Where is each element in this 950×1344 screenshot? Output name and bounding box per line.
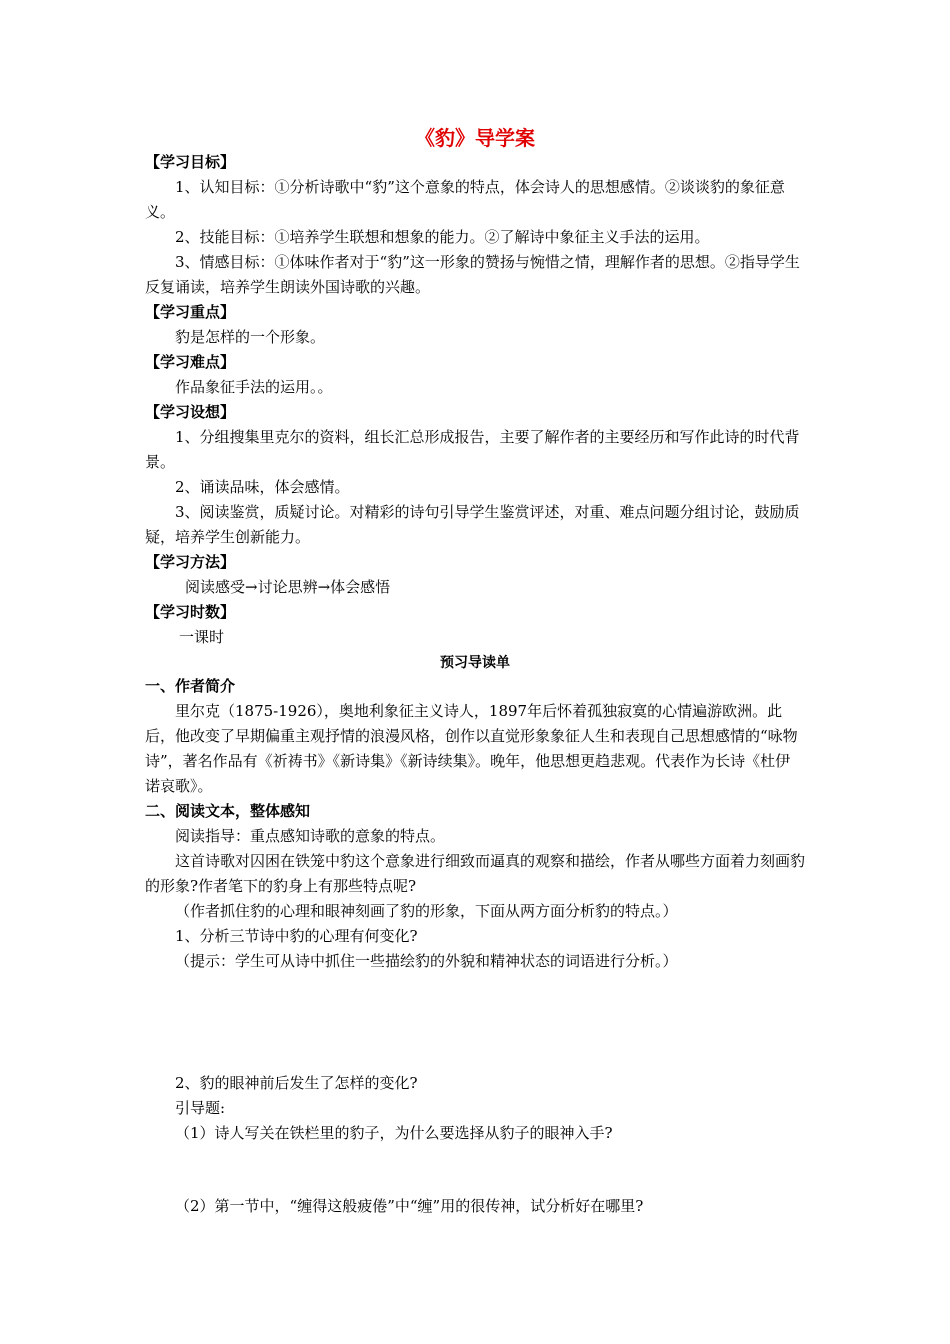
author-heading: 一、作者简介 — [145, 677, 236, 695]
question-2: 2、豹的眼神前后发生了怎样的变化? — [175, 1074, 418, 1092]
goal-item-2: 2、技能目标：①培养学生联想和想象的能力。②了解诗中象征主义手法的运用。 — [175, 228, 710, 246]
goals-section — [145, 150, 805, 650]
hours-heading: 【学习时数】 — [145, 603, 236, 621]
method-text: 阅读感受→讨论思辨→体会感悟 — [185, 578, 391, 596]
question-2b: （2）第一节中，“缠得这般疲倦”中“缠”用的很传神，试分析好在哪里? — [175, 1197, 644, 1215]
plan-item-2: 2、诵读品味，体会感情。 — [175, 478, 350, 496]
author-section — [145, 674, 805, 974]
difficulty-heading: 【学习难点】 — [145, 353, 236, 371]
goal-item-3: 3、情感目标：①体味作者对于“豹”这一形象的赞扬与惋惜之情，理解作者的思想。②指导学生反复诵读，培养学生朗读外国诗歌的兴趣。 — [145, 253, 800, 296]
plan-item-1: 1、分组搜集里克尔的资料，组长汇总形成报告，主要了解作者的主要经历和写作此诗的时代背景。 — [145, 428, 800, 471]
reading-heading: 二、阅读文本，整体感知 — [145, 802, 311, 820]
question-2b-section — [145, 1194, 805, 1219]
difficulty-text: 作品象征手法的运用。。 — [175, 378, 333, 396]
method-heading: 【学习方法】 — [145, 553, 236, 571]
key-heading: 【学习重点】 — [145, 303, 236, 321]
reading-para-2: （作者抓住豹的心理和眼神刻画了豹的形象，下面从两方面分析豹的特点。） — [175, 902, 678, 920]
page-title: 《豹》导学案 — [415, 126, 535, 150]
question-1: 1、分析三节诗中豹的心理有何变化? — [175, 927, 418, 945]
goals-heading: 【学习目标】 — [145, 153, 236, 171]
goal-item-1: 1、认知目标：①分析诗歌中“豹”这个意象的特点，体会诗人的思想感情。②谈谈豹的象征意义。 — [145, 178, 785, 221]
question-2a: （1）诗人写关在铁栏里的豹子，为什么要选择从豹子的眼神入手? — [175, 1124, 613, 1142]
author-text: 里尔克（1875-1926），奥地利象征主义诗人，1897年后怀着孤独寂寞的心情遍游欧洲。此后，他改变了早期偏重主观抒情的浪漫风格，创作以直觉形象象征人生和表现自己思想感情的“咏物诗”，著名作品有《祈祷书》《新诗集》《新诗续集》。晚年，他思想更趋悲观。代表作为长诗《杜伊诺哀歌》。 — [145, 702, 798, 795]
question-2-lead: 引导题: — [175, 1099, 226, 1117]
question-2-section — [145, 1071, 805, 1146]
question-1-hint: （提示：学生可从诗中抓住一些描绘豹的外貌和精神状态的词语进行分析。） — [175, 952, 678, 970]
plan-item-3: 3、阅读鉴赏，质疑讨论。对精彩的诗句引导学生鉴赏评述，对重、难点问题分组讨论，鼓励质疑，培养学生创新能力。 — [145, 503, 800, 546]
plan-heading: 【学习设想】 — [145, 403, 236, 421]
hours-text: 一课时 — [179, 628, 225, 646]
key-text: 豹是怎样的一个形象。 — [175, 328, 326, 346]
reading-guide: 阅读指导：重点感知诗歌的意象的特点。 — [175, 827, 446, 845]
preview-heading: 预习导读单 — [440, 655, 510, 671]
reading-para-1: 这首诗歌对囚困在铁笼中豹这个意象进行细致而逼真的观察和描绘，作者从哪些方面着力刻画豹的形象?作者笔下的豹身上有那些特点呢? — [145, 852, 806, 895]
